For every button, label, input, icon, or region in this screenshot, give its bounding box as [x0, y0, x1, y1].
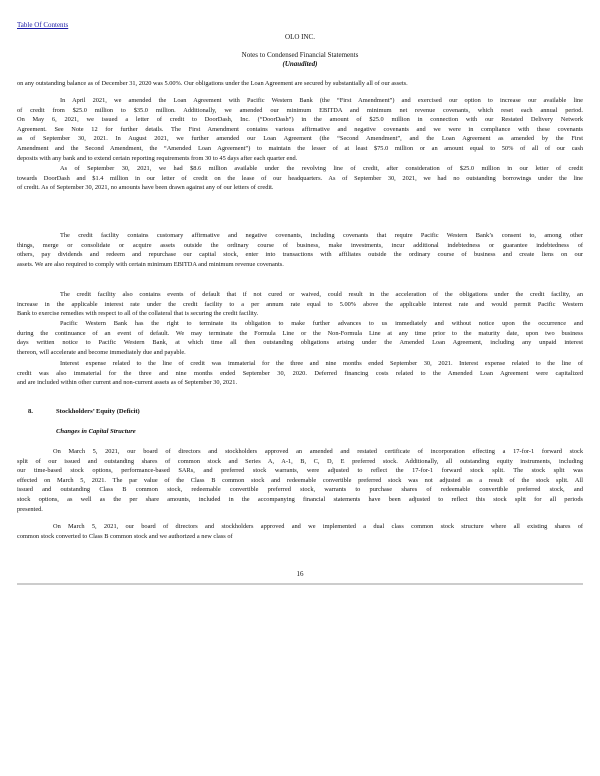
table-of-contents-link[interactable]: Table Of Contents: [17, 21, 69, 29]
text-line: On March 5, 2021, our board of directors and stockholders approved and we implemented a dual class common stock structure where all existing shares of: [53, 523, 583, 530]
text-line: credit was also immaterial for the three and nine months ended September 30, 2020. Deferred financing costs related to the Amended Loan Agreement were capitalized: [17, 369, 583, 377]
text-line: On May 6, 2021, we issued a letter of credit to DoorDash, Inc. (“DoorDash”) in the amount of $25.0 million in connection with our Restated Delivery Network: [17, 116, 583, 124]
paragraph: [17, 522, 583, 541]
text-line: The credit facility also contains events of default that if not cured or waived, could result in the acceleration of the obligations under the credit facility, an: [60, 291, 583, 298]
text-line: presented.: [17, 505, 43, 513]
text-line: As of September 30, 2021, we had $8.6 million available under the revolving line of credit, after consideration of $25.0 million in our letter of credit: [60, 165, 583, 172]
text-line: our time-based stock options, performance-based SARs, and preferred stock warrants, were adjusted to reflect the 17-for-1 forward stock split. The stock split was: [17, 467, 583, 475]
paragraph: [17, 447, 583, 514]
paragraph: [17, 290, 583, 319]
section-heading: Stockholders’ Equity (Deficit): [56, 408, 140, 415]
text-line: On March 5, 2021, our board of directors and stockholders approved an amended and restated certificate of incorporation effecting a 17-for-1 forward stock: [53, 448, 583, 455]
text-line: effected on March 5, 2021. The par value of the Class B common stock and redeemable convertible preferred stock was not adjusted as a result of the stock split. All: [17, 476, 583, 484]
text-line: issued and outstanding Class B common stock, redeemable convertible preferred stock, warrants to purchase shares of redeemable convertible preferred stock, and: [17, 486, 583, 494]
company-name: OLO INC.: [285, 33, 315, 41]
page-divider: [17, 583, 583, 585]
text-line: Pacific Western Bank has the right to terminate its obligation to make further advances to us immediately and without notice upon the occurrence and: [60, 320, 583, 327]
text-line: others, pay dividends and redeem and repurchase our capital stock, enter into transactions with affiliates outside the ordinary course of business and create liens on our: [17, 251, 583, 259]
text-line: The credit facility contains customary affirmative and negative covenants, including covenants that require Pacific Western Bank’s consent to, among other: [60, 232, 583, 239]
paragraph: [17, 359, 583, 388]
text-line: of credit from $25.0 million to $35.0 million. Additionally, we amended our minimum EBITDA and minimum net revenue covenants, which reset each annual period.: [17, 106, 583, 114]
paragraph: [17, 319, 583, 357]
text-line: stock options, as well as the per share amounts, included in the accompanying financial statements have been adjusted to reflect this stock split for all periods: [17, 495, 583, 503]
text-line: assets. We are also required to comply with certain minimum EBITDA and minimum revenue covenants.: [17, 260, 284, 268]
subsection-heading: Changes in Capital Structure: [56, 428, 136, 435]
text-line: Amendment and the Second Amendment, the “Amended Loan Agreement”) to maintain the lesser of at least $75.0 million or an amount equal to 50% of all of our cash: [17, 144, 583, 152]
page-number: 16: [296, 570, 304, 578]
paragraph: [17, 164, 583, 193]
paragraph: [17, 79, 583, 89]
text-line: increase in the applicable interest rate under the credit facility to a per annum rate equal to 5.00% above the applicable interest rate and would permit Pacific Western: [17, 300, 583, 308]
text-line: on any outstanding balance as of December 31, 2020 was 5.00%. Our obligations under the Loan Agreement are secured by substantially all of our assets.: [17, 80, 408, 87]
text-line: deposits with any bank and to extend certain reporting requirements from 30 to 45 days after each quarter end.: [17, 154, 298, 162]
section-number: 8.: [28, 408, 33, 415]
text-line: towards DoorDash and $1.4 million in our letter of credit on the lease of our headquarters. As of September 30, 2021, we had no outstanding borrowings under the line: [17, 174, 583, 182]
text-line: Interest expense related to the line of credit was immaterial for the three and nine months ended September 30, 2021. Interest expense related to the line of: [60, 360, 583, 367]
text-line: as of September 30, 2021. In August 2021, we further amended our Loan Agreement (the “Second Amendment”, and the Loan Agreement as amended by the First: [17, 135, 583, 143]
text-line: of credit. As of September 30, 2021, no amounts have been drawn against any of our letters of credit.: [17, 184, 274, 192]
page-title: Notes to Condensed Financial Statements: [241, 51, 359, 59]
text-line: Agreement. See Note 12 for further details. The First Amendment contains various affirmative and negative covenants and we were in compliance with these covenants: [17, 125, 583, 133]
text-line: days written notice to Pacific Western Bank, at which time all then outstanding obligations arising under the Amended Loan Agreement, including any unpaid interest: [17, 339, 583, 347]
text-line: Bank to exercise remedies with respect to all of the collateral that is securing the credit facility.: [17, 310, 259, 318]
text-line: during the continuance of an event of default. We may terminate the Formula Line or the Non-Formula Line at any time prior to the maturity date, upon two business: [17, 329, 583, 337]
text-line: common stock converted to Class B common stock and we authorized a new class of: [17, 532, 233, 540]
paragraph: [17, 231, 583, 269]
page-subtitle: (Unaudited): [282, 60, 318, 68]
text-line: thereon, will accelerate and become immediately due and payable.: [17, 348, 186, 356]
text-line: In April 2021, we amended the Loan Agreement with Pacific Western Bank (the “First Amendment”) and exercised our option to increase our available line: [60, 97, 583, 104]
text-line: and are included within other current and non-current assets as of September 30, 2021.: [17, 379, 238, 387]
text-line: things, merge or consolidate or acquire assets outside the ordinary course of business, make investments, incur additional indebtedness or guarantee indebtedness of: [17, 241, 583, 249]
text-line: split of our issued and outstanding shares of common stock and Series A, A-1, B, C, D, E preferred stock. Additionally, all outstanding equity instruments, including: [17, 457, 583, 465]
paragraph: [17, 96, 583, 163]
